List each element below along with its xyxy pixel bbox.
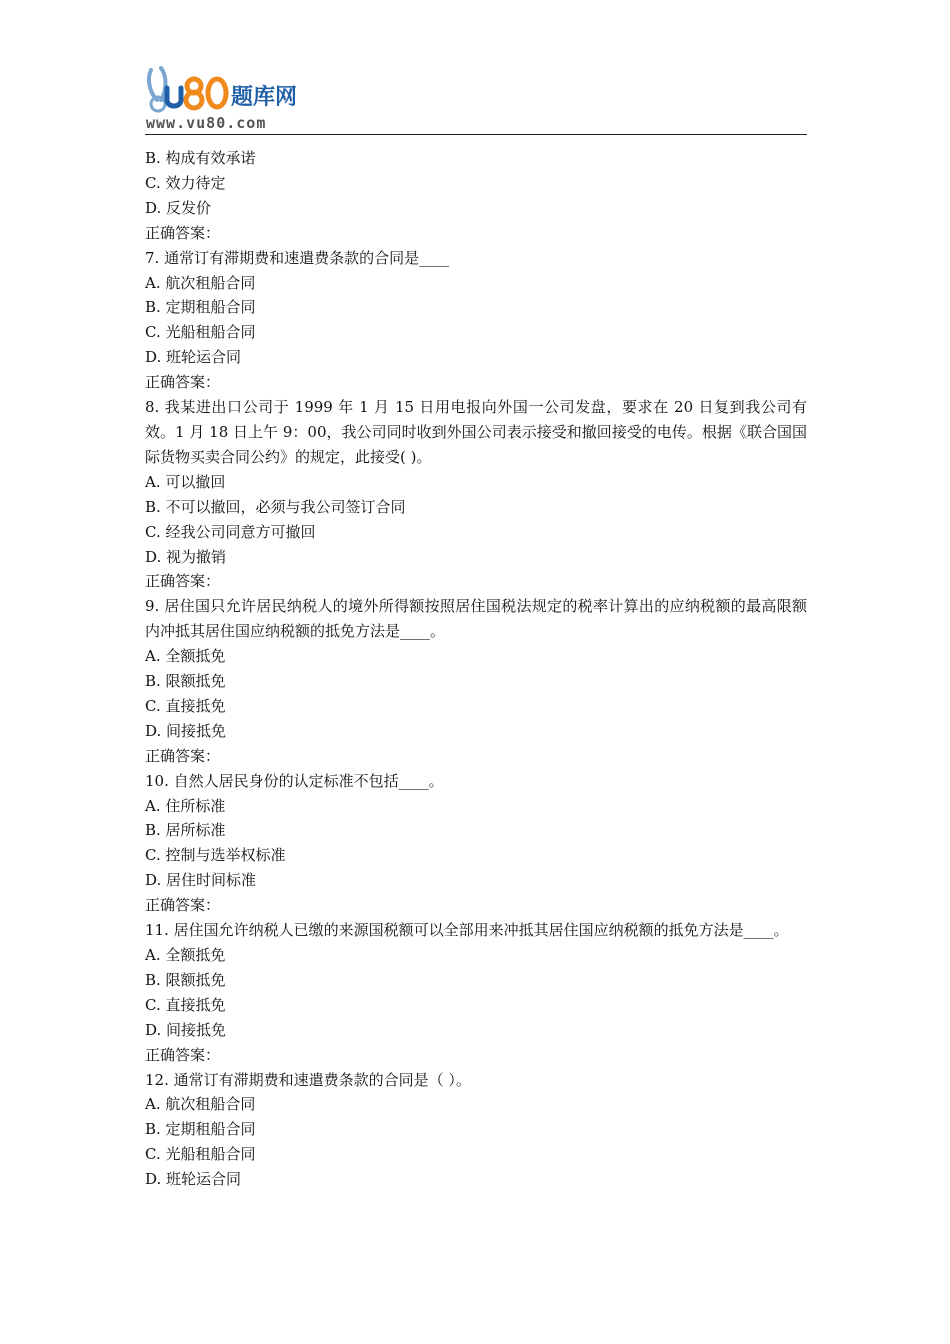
header-rule — [145, 134, 807, 135]
question-text: 9. 居住国只允许居民纳税人的境外所得额按照居住国税法规定的税率计算出的应纳税额的最高限额内冲抵其居住国应纳税额的抵免方法是____。 — [145, 597, 807, 641]
page-header — [145, 62, 807, 136]
option-text: C. 经我公司同意方可撤回 — [145, 522, 316, 541]
option-text: B. 居所标准 — [145, 821, 226, 840]
option-text: A. 航次租船合同 — [145, 273, 256, 292]
question-text: 12. 通常订有滞期费和速遣费条款的合同是（ ）。 — [145, 1070, 471, 1089]
option-text: B. 定期租船合同 — [145, 1120, 256, 1139]
option-text: D. 间接抵免 — [145, 1020, 227, 1039]
option-text: C. 直接抵免 — [145, 995, 226, 1014]
option-text: A. 航次租船合同 — [145, 1095, 256, 1114]
question-text: 8. 我某进出口公司于 1999 年 1 月 15 日用电报向外国一公司发盘，要求在 20 日复到我公司有效。1 月 18 日上午 9：00，我公司同时收到外国公司表示接受和撤回接受的电传。根据《联合国国际货物买卖合同公约》的规定，此接受( )。 — [145, 398, 807, 466]
svg-text:www.vu80.com: www.vu80.com — [146, 114, 267, 132]
vu80-logo — [145, 62, 335, 134]
option-text: A. 全额抵免 — [145, 647, 226, 666]
option-text: B. 限额抵免 — [145, 672, 226, 691]
option-text: D. 班轮运合同 — [145, 1170, 242, 1189]
option-text: D. 居住时间标准 — [145, 871, 257, 890]
option-text: B. 定期租船合同 — [145, 298, 256, 317]
option-text: B. 不可以撤回，必须与我公司签订合同 — [145, 497, 406, 516]
option-text: D. 班轮运合同 — [145, 348, 242, 367]
answer-label: 正确答案： — [145, 896, 221, 915]
rabbit-icon — [149, 68, 166, 100]
option-text: C. 效力待定 — [145, 173, 226, 192]
option-text: C. 光船租船合同 — [145, 1145, 256, 1164]
answer-label: 正确答案： — [145, 746, 221, 765]
option-text: C. 控制与选举权标准 — [145, 846, 286, 865]
option-text: C. 光船租船合同 — [145, 323, 256, 342]
question-list — [145, 146, 807, 1192]
answer-label: 正确答案： — [145, 223, 221, 242]
option-text: A. 全额抵免 — [145, 946, 226, 964]
option-text: C. 直接抵免 — [145, 696, 226, 715]
option-text: D. 视为撤销 — [145, 547, 227, 566]
svg-text:题库网: 题库网 — [231, 85, 298, 110]
option-text: A. 住所标准 — [145, 796, 226, 815]
answer-label: 正确答案： — [145, 1045, 221, 1064]
question-text: 10. 自然人居民身份的认定标准不包括____。 — [145, 771, 444, 790]
option-text: A. 可以撤回 — [145, 472, 226, 491]
option-text: D. 间接抵免 — [145, 721, 227, 740]
option-text: B. 构成有效承诺 — [145, 149, 256, 167]
question-text: 11. 居住国允许纳税人已缴的来源国税额可以全部用来冲抵其居住国应纳税额的抵免方法是____。 — [145, 921, 789, 940]
option-text: D. 反发价 — [145, 198, 212, 217]
answer-label: 正确答案： — [145, 373, 221, 392]
answer-label: 正确答案： — [145, 572, 221, 591]
option-text: B. 限额抵免 — [145, 970, 226, 989]
question-text: 7. 通常订有滞期费和速遣费条款的合同是____ — [145, 248, 450, 267]
